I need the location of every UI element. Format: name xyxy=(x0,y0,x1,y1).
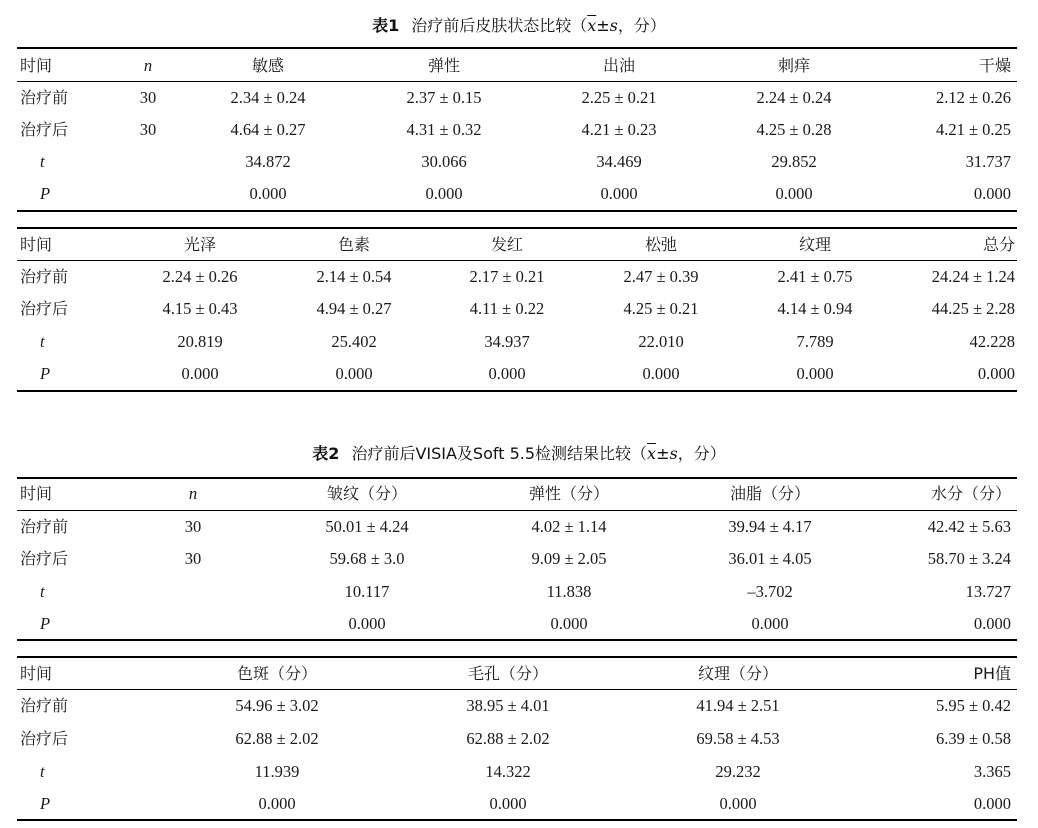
table1-bottom-rule xyxy=(17,390,1017,392)
table-cell: 0.000 xyxy=(973,184,1011,203)
table-cell: 30 xyxy=(139,120,157,139)
table-cell: 0.000 xyxy=(775,184,813,203)
table-cell: 29.852 xyxy=(771,152,817,171)
table-row xyxy=(0,358,1038,390)
table-cell: 2.14 ± 0.54 xyxy=(316,267,392,286)
table-cell: 6.39 ± 0.58 xyxy=(935,729,1011,748)
table1-label: 表1 xyxy=(372,16,400,35)
table-cell: 0.000 xyxy=(488,364,526,383)
table-cell: 30.066 xyxy=(421,152,467,171)
table1-pm: ± xyxy=(596,16,610,35)
table-cell: 11.939 xyxy=(254,762,300,781)
table-cell: 24.24 ± 1.24 xyxy=(931,267,1015,286)
table2-caption xyxy=(0,441,1038,464)
table-cell: 2.47 ± 0.39 xyxy=(623,267,699,286)
table-cell: 11.838 xyxy=(546,582,592,601)
table2-s: s xyxy=(669,444,678,463)
column-header: 敏感 xyxy=(251,56,285,75)
table-cell: 4.15 ± 0.43 xyxy=(162,299,238,318)
column-header: 刺痒 xyxy=(777,56,811,75)
column-header: 油脂（分） xyxy=(729,484,811,503)
column-header: PH值 xyxy=(973,664,1011,683)
table-cell: 59.68 ± 3.0 xyxy=(329,549,405,568)
column-header: 光泽 xyxy=(183,235,217,254)
table-row xyxy=(0,756,1038,788)
table-cell: 44.25 ± 2.28 xyxy=(931,299,1015,318)
table-cell: 4.21 ± 0.25 xyxy=(935,120,1011,139)
t1-part1-header-row xyxy=(0,50,1038,82)
table-cell: 39.94 ± 4.17 xyxy=(728,517,812,536)
column-header: 毛孔（分） xyxy=(467,664,549,683)
table-cell: 4.31 ± 0.32 xyxy=(406,120,482,139)
table-cell: 4.02 ± 1.14 xyxy=(531,517,607,536)
table-cell: 0.000 xyxy=(348,614,386,633)
table-cell: 2.24 ± 0.24 xyxy=(756,88,832,107)
column-header: 时间 xyxy=(20,235,53,254)
column-header: 干燥 xyxy=(978,56,1011,75)
row-label: 治疗后 xyxy=(20,729,69,748)
table-row xyxy=(0,326,1038,358)
column-header: 时间 xyxy=(20,56,53,75)
table-row xyxy=(0,114,1038,146)
column-header: 色斑（分） xyxy=(236,664,318,683)
table-cell: 0.000 xyxy=(973,614,1011,633)
table-cell: 34.937 xyxy=(484,332,530,351)
table-cell: 13.727 xyxy=(965,582,1011,601)
table1-title: 治疗前后皮肤状态比较（ xyxy=(411,16,588,35)
table-row xyxy=(0,178,1038,210)
column-header: 皱纹（分） xyxy=(326,484,408,503)
table-row xyxy=(0,576,1038,608)
table-cell: 2.37 ± 0.15 xyxy=(406,88,482,107)
table1-caption xyxy=(0,13,1038,36)
row-label: t xyxy=(40,762,45,781)
table-row xyxy=(0,82,1038,114)
row-label: 治疗前 xyxy=(20,267,69,286)
column-header: 色素 xyxy=(337,235,371,254)
row-label: 治疗后 xyxy=(20,549,69,568)
row-label: t xyxy=(40,582,45,601)
t2-part1-header-row xyxy=(0,478,1038,510)
table-cell: 2.34 ± 0.24 xyxy=(230,88,306,107)
row-label: P xyxy=(40,614,51,633)
table-cell: 5.95 ± 0.42 xyxy=(935,696,1011,715)
column-header: 发红 xyxy=(490,235,524,254)
table2-mid-rule xyxy=(17,639,1017,641)
table-cell: 9.09 ± 2.05 xyxy=(531,549,607,568)
table1-xbar: $\overline{x}$ xyxy=(587,16,597,35)
table-cell: 4.94 ± 0.27 xyxy=(316,299,392,318)
t1-part2-header-row xyxy=(0,229,1038,261)
table2-label: 表2 xyxy=(312,444,340,463)
table-cell: –3.702 xyxy=(747,582,793,601)
table-cell: 30 xyxy=(184,549,202,568)
table-cell: 69.58 ± 4.53 xyxy=(696,729,780,748)
table-cell: 4.25 ± 0.21 xyxy=(623,299,699,318)
table-row xyxy=(0,261,1038,293)
table-cell: 20.819 xyxy=(177,332,223,351)
table-cell: 0.000 xyxy=(425,184,463,203)
table-cell: 0.000 xyxy=(181,364,219,383)
table-cell: 25.402 xyxy=(331,332,377,351)
table-cell: 0.000 xyxy=(642,364,680,383)
table-cell: 0.000 xyxy=(249,184,287,203)
table1-tail: ，分） xyxy=(617,16,666,35)
table-cell: 2.24 ± 0.26 xyxy=(162,267,238,286)
table-row xyxy=(0,788,1038,820)
table-cell: 14.322 xyxy=(485,762,531,781)
table-cell: 34.872 xyxy=(245,152,291,171)
table-cell: 58.70 ± 3.24 xyxy=(927,549,1011,568)
table-cell: 54.96 ± 3.02 xyxy=(235,696,319,715)
table-row xyxy=(0,690,1038,722)
row-label: t xyxy=(40,332,45,351)
column-header: 弹性 xyxy=(427,56,461,75)
table-row xyxy=(0,293,1038,325)
table-cell: 42.42 ± 5.63 xyxy=(927,517,1011,536)
table-cell: 7.789 xyxy=(796,332,834,351)
table-cell: 38.95 ± 4.01 xyxy=(466,696,550,715)
table-cell: 0.000 xyxy=(489,794,527,813)
row-label: 治疗前 xyxy=(20,696,69,715)
table-cell: 36.01 ± 4.05 xyxy=(728,549,812,568)
table-cell: 0.000 xyxy=(796,364,834,383)
table-cell: 62.88 ± 2.02 xyxy=(235,729,319,748)
table-cell: 42.228 xyxy=(969,332,1015,351)
row-label: t xyxy=(40,152,45,171)
table-row xyxy=(0,146,1038,178)
table-cell: 0.000 xyxy=(258,794,296,813)
row-label: 治疗后 xyxy=(20,120,69,139)
table2-tail: ，分） xyxy=(677,444,726,463)
table-row xyxy=(0,608,1038,640)
row-label: P xyxy=(40,184,51,203)
table1-s: s xyxy=(609,16,618,35)
table-row xyxy=(0,723,1038,755)
row-label: 治疗后 xyxy=(20,299,69,318)
table-cell: 0.000 xyxy=(335,364,373,383)
row-label: 治疗前 xyxy=(20,88,69,107)
table-cell: 4.64 ± 0.27 xyxy=(230,120,306,139)
table1-top-rule xyxy=(17,47,1017,49)
table-cell: 30 xyxy=(184,517,202,536)
table2-pm: ± xyxy=(656,444,670,463)
table-cell: 4.14 ± 0.94 xyxy=(777,299,853,318)
table-cell: 22.010 xyxy=(638,332,684,351)
column-header: 纹理（分） xyxy=(697,664,779,683)
table-cell: 29.232 xyxy=(715,762,761,781)
row-label: 治疗前 xyxy=(20,517,69,536)
table-cell: 0.000 xyxy=(719,794,757,813)
table-cell: 34.469 xyxy=(596,152,642,171)
table-cell: 2.17 ± 0.21 xyxy=(469,267,545,286)
column-header: 时间 xyxy=(20,484,53,503)
column-header: 纹理 xyxy=(798,235,832,254)
table-cell: 10.117 xyxy=(344,582,390,601)
table-cell: 4.25 ± 0.28 xyxy=(756,120,832,139)
column-header: 时间 xyxy=(20,664,53,683)
column-header: n xyxy=(188,484,198,503)
column-header: 弹性（分） xyxy=(528,484,610,503)
table2-title: 治疗前后VISIA及Soft 5.5检测结果比较（ xyxy=(351,444,648,463)
table-row xyxy=(0,511,1038,543)
column-header: 松弛 xyxy=(644,235,678,254)
column-header: 总分 xyxy=(982,235,1015,254)
table-cell: 2.12 ± 0.26 xyxy=(935,88,1011,107)
table2-xbar: $\overline{x}$ xyxy=(647,444,657,463)
column-header: n xyxy=(143,56,153,75)
table2-bottom-rule xyxy=(17,819,1017,821)
table-cell: 0.000 xyxy=(977,364,1015,383)
table-cell: 62.88 ± 2.02 xyxy=(466,729,550,748)
table-cell: 50.01 ± 4.24 xyxy=(325,517,409,536)
t2-part2-header-row xyxy=(0,658,1038,690)
table-cell: 2.41 ± 0.75 xyxy=(777,267,853,286)
table-cell: 4.21 ± 0.23 xyxy=(581,120,657,139)
column-header: 出油 xyxy=(602,56,636,75)
table-cell: 0.000 xyxy=(751,614,789,633)
table-cell: 31.737 xyxy=(965,152,1011,171)
table-row xyxy=(0,543,1038,575)
table-cell: 0.000 xyxy=(600,184,638,203)
row-label: P xyxy=(40,364,51,383)
column-header: 水分（分） xyxy=(930,484,1011,503)
table-cell: 30 xyxy=(139,88,157,107)
table-cell: 0.000 xyxy=(973,794,1011,813)
table-cell: 0.000 xyxy=(550,614,588,633)
table-cell: 4.11 ± 0.22 xyxy=(469,299,545,318)
table-cell: 3.365 xyxy=(973,762,1011,781)
table1-mid-rule xyxy=(17,210,1017,212)
row-label: P xyxy=(40,794,51,813)
table-cell: 2.25 ± 0.21 xyxy=(581,88,657,107)
table-cell: 41.94 ± 2.51 xyxy=(696,696,780,715)
